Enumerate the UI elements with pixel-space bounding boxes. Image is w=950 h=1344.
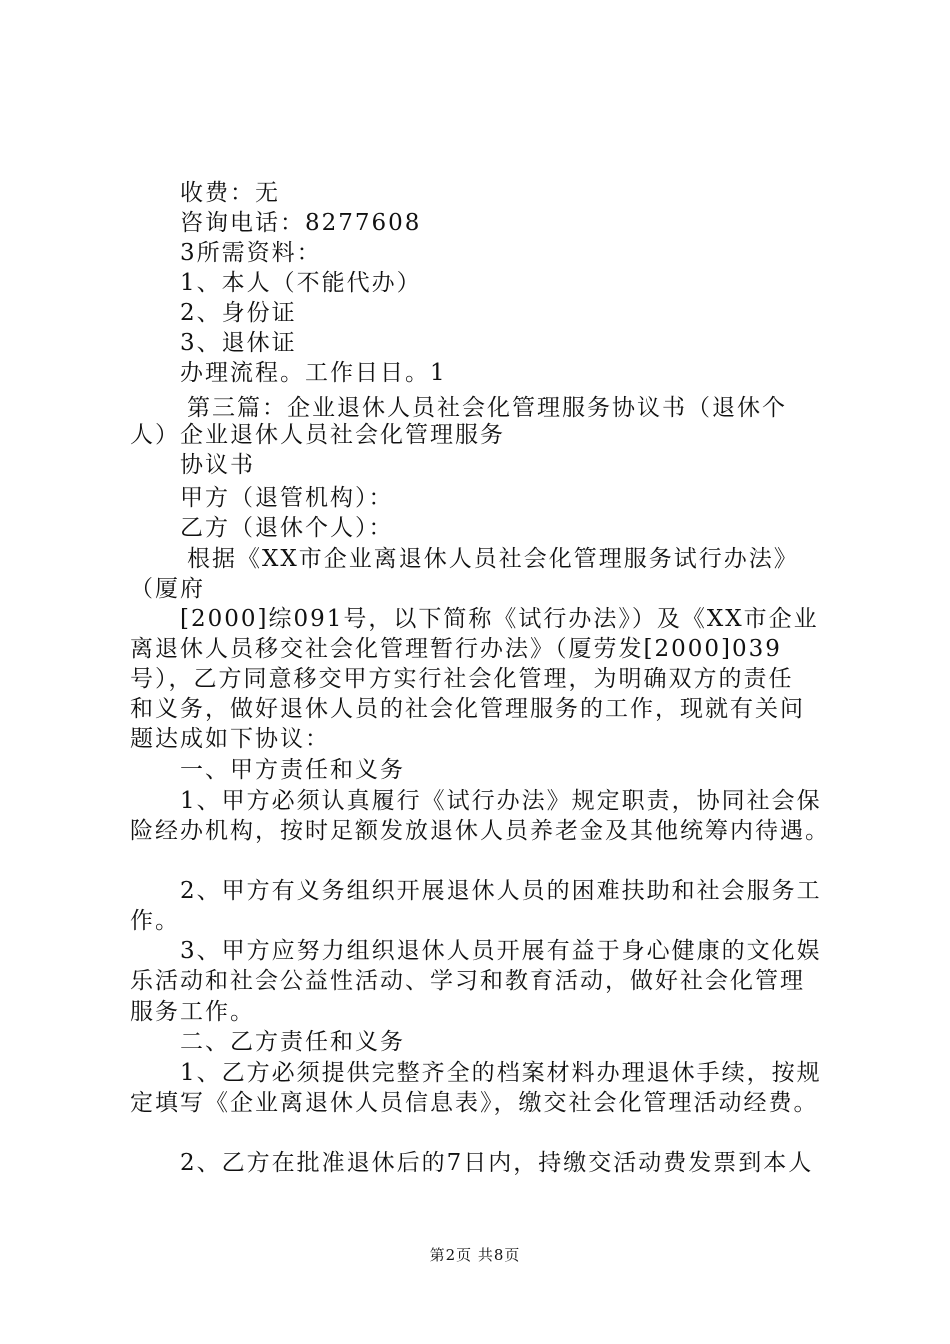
text-line-a2-cont: 作。 [130,908,180,934]
text-line-paragraph-3: 号），乙方同意移交甲方实行社会化管理，为明确双方的责任 [130,666,794,692]
text-line-paragraph-1: [2000]综091号，以下简称《试行办法》）及《XX市企业 [180,606,819,632]
text-line-fee: 收费：无 [180,180,280,206]
text-line-b2: 2、乙方在批准退休后的7日内，持缴交活动费发票到本人 [180,1150,814,1176]
text-line-a1: 1、甲方必须认真履行《试行办法》规定职责，协同社会保 [180,788,822,814]
text-line-party-b: 乙方（退休个人）： [180,515,394,541]
text-line-basis-cont: （厦府 [130,576,205,602]
text-line-a3-cont: 乐活动和社会公益性活动、学习和教育活动，做好社会化管理 [130,968,805,994]
text-line-a1-cont: 险经办机构，按时足额发放退休人员养老金及其他统筹内待遇。 [130,818,830,844]
text-line-paragraph-5: 题达成如下协议： [130,726,330,752]
text-line-a3-cont2: 服务工作。 [130,999,255,1025]
page-footer: 第2页 共8页 [429,1246,521,1264]
text-line-basis: 根据《XX市企业离退休人员社会化管理服务试行办法》 [187,546,799,572]
text-line-chapter-title: 第三篇：企业退休人员社会化管理服务协议书（退休个 [187,395,787,421]
text-line-item-id: 2、身份证 [180,300,297,326]
text-line-paragraph-4: 和义务，做好退休人员的社会化管理服务的工作，现就有关问 [130,696,805,722]
text-line-process: 办理流程。工作日日。1 [180,360,447,386]
text-line-party-a: 甲方（退管机构）： [180,485,394,511]
text-line-materials-heading: 3所需资料： [180,240,322,266]
text-line-b1-cont: 定填写《企业离退休人员信息表》，缴交社会化管理活动经费。 [130,1090,819,1116]
text-line-a2: 2、甲方有义务组织开展退休人员的困难扶助和社会服务工 [180,878,822,904]
text-line-item-cert: 3、退休证 [180,330,297,356]
text-line-section-b-heading: 二、乙方责任和义务 [180,1029,405,1055]
text-line-b1: 1、乙方必须提供完整齐全的档案材料办理退休手续，按规 [180,1060,822,1086]
text-line-paragraph-2: 离退休人员移交社会化管理暂行办法》（厦劳发[2000]039 [130,636,782,662]
text-line-chapter-title-cont: 人）企业退休人员社会化管理服务 [130,422,505,448]
text-line-phone: 咨询电话：8277608 [180,210,422,236]
text-line-agreement-title: 协议书 [180,452,255,478]
text-line-a3: 3、甲方应努力组织退休人员开展有益于身心健康的文化娱 [180,938,822,964]
text-line-section-a-heading: 一、甲方责任和义务 [180,757,405,783]
text-line-item-self: 1、本人（不能代办） [180,270,422,296]
